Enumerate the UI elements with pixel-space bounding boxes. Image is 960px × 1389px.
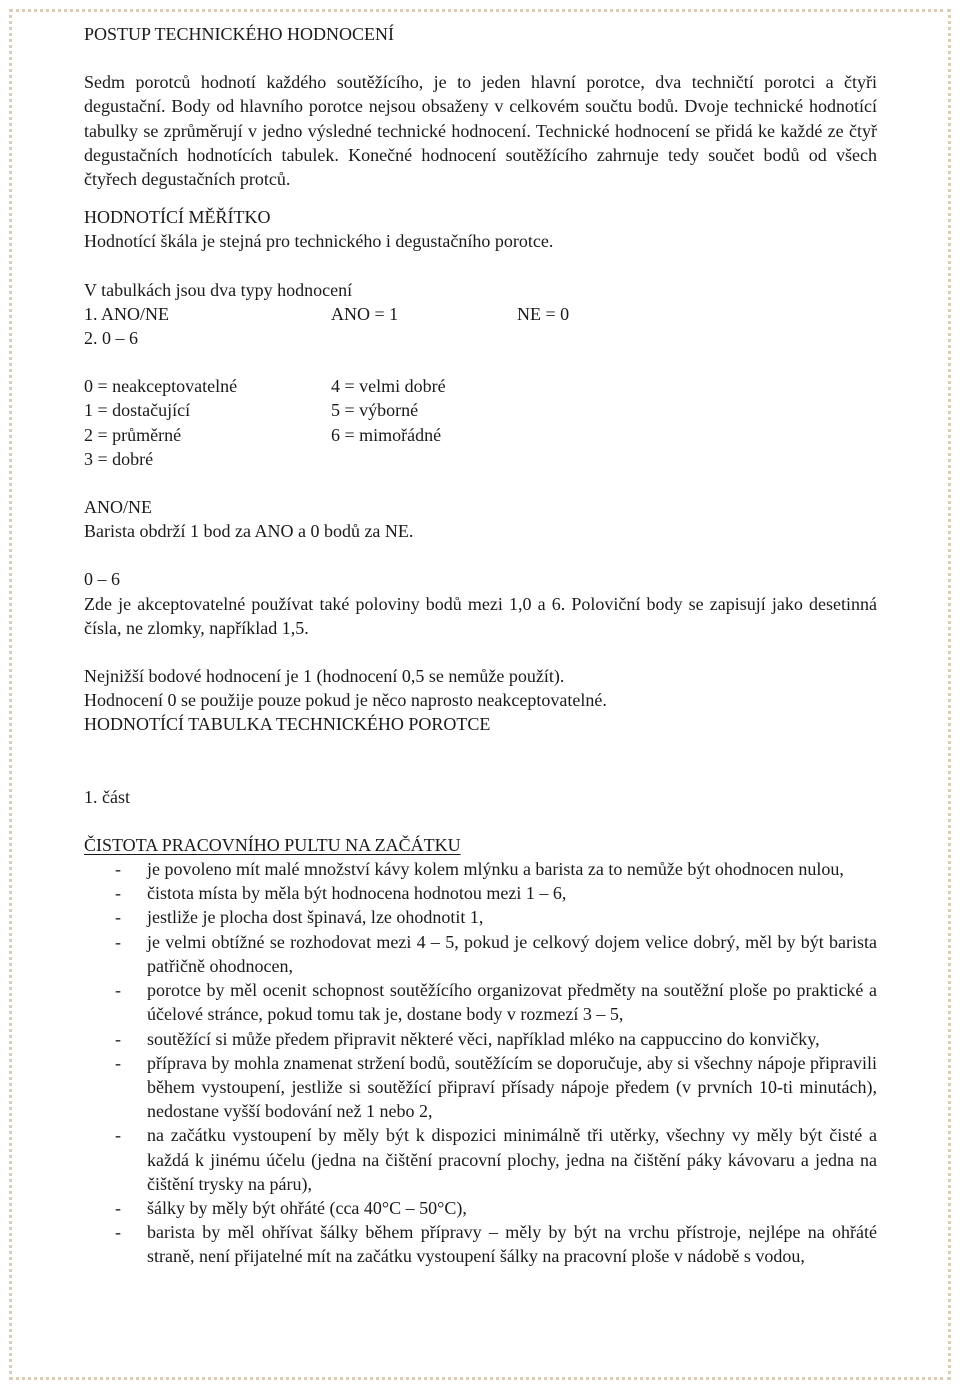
list-item <box>84 978 877 1026</box>
list-item-text: čistota místa by měla být hodnocena hodnotou mezi 1 – 6, <box>147 883 567 904</box>
part-label: 1. část <box>84 786 130 807</box>
list-item <box>84 905 877 929</box>
lowest-text: Nejnižší bodové hodnocení je 1 (hodnocení 0,5 se nemůže použít). <box>84 666 565 687</box>
scale-value: 1 = dostačující <box>84 400 191 421</box>
yesno-text: Barista obdrží 1 bod za ANO a 0 bodů za NE. <box>84 521 414 542</box>
range-text: Zde je akceptovatelné používat také poloviny bodů mezi 1,0 a 6. Poloviční body se zapisují jako desetinná čísla, ne zlomky, například 1,5. <box>84 593 877 638</box>
scale-value: 0 = neakceptovatelné <box>84 376 238 397</box>
list-item <box>84 1051 877 1124</box>
list-item <box>84 1220 877 1268</box>
list-item <box>84 1123 877 1196</box>
document-page <box>84 22 877 1269</box>
list-bullet: - <box>115 1028 121 1049</box>
list-bullet: - <box>115 980 121 1001</box>
list-item-text: na začátku vystoupení by měly být k dispozici minimálně tři utěrky, všechny vy měly být čisté a každá k jinému účelu (jedna na čištění pracovní plochy, jedna na čištění páky kávovaru a jedna na čištění trysky na páru), <box>147 1125 877 1194</box>
type1-label: 1. ANO/NE <box>84 303 169 324</box>
list-item-text: soutěžící si může předem připravit některé věci, například mléko na cappuccino do konvičky, <box>147 1028 820 1049</box>
list-bullet: - <box>115 1052 121 1073</box>
type2-label: 2. 0 – 6 <box>84 328 138 349</box>
list-item <box>84 1027 877 1051</box>
list-bullet: - <box>115 907 121 928</box>
document-title: POSTUP TECHNICKÉHO HODNOCENÍ <box>84 24 395 44</box>
type1-yes: ANO = 1 <box>331 303 399 324</box>
scale-row-2 <box>84 423 877 447</box>
list-bullet: - <box>115 1125 121 1146</box>
list-item-text: šálky by měly být ohřáté (cca 40°C – 50°C), <box>147 1197 467 1218</box>
scale-value: 2 = průměrné <box>84 424 182 445</box>
scale-text: Hodnotící škála je stejná pro technického i degustačního porotce. <box>84 231 554 252</box>
criteria-list <box>84 857 877 1268</box>
type1-no: NE = 0 <box>517 303 570 324</box>
scale-value: 5 = výborné <box>331 400 419 421</box>
scale-row-3 <box>84 447 877 471</box>
scale-row-0 <box>84 374 877 398</box>
list-item <box>84 881 877 905</box>
intro-paragraph: Sedm porotců hodnotí každého soutěžícího, je to jeden hlavní porotce, dva techničtí porotci a čtyři degustační. Body od hlavního porotce nejsou obsaženy v celkovém součtu bodů. Dvoje technické hodnotící tabulky se zprůměrují v jedno výsledné technické hodnocení. Technické hodnocení se přidá ke každé ze čtyř degustačních hodnotících tabulek. Konečné hodnocení soutěžícího zahrnuje tedy součet bodů od všech čtyřech degustačních protců. <box>84 72 877 190</box>
scale-value: 3 = dobré <box>84 448 154 469</box>
type1-row <box>84 302 877 326</box>
list-item-text: je povoleno mít malé množství kávy kolem mlýnku a barista za to nemůže být ohodnocen nulou, <box>147 859 844 880</box>
scale-value: 4 = velmi dobré <box>331 376 446 397</box>
list-item-text: jestliže je plocha dost špinavá, lze ohodnotit 1, <box>147 907 484 928</box>
zero-text: Hodnocení 0 se použije pouze pokud je něco naprosto neakceptovatelné. <box>84 690 607 711</box>
list-item-text: porotce by měl ocenit schopnost soutěžícího organizovat předměty na soutěžní ploše po praktické a účelové stránce, pokud tomu tak je, dostane body v rozmezí 3 – 5, <box>147 980 877 1025</box>
list-bullet: - <box>115 1222 121 1243</box>
table-heading: HODNOTÍCÍ TABULKA TECHNICKÉHO POROTCE <box>84 714 491 735</box>
list-item-text: příprava by mohla znamenat stržení bodů, soutěžícím se doporučuje, aby si všechny nápoje připravili během vystoupení, jestliže si soutěžící připraví přísady nápoje předem (v prvních 10-ti minutách), nedostane vyšší bodování než 1 nebo 2, <box>147 1052 877 1122</box>
scale-row-1 <box>84 398 877 422</box>
scale-heading: HODNOTÍCÍ MĚŘÍTKO <box>84 207 271 228</box>
scale-value: 6 = mimořádné <box>331 424 442 445</box>
list-item-text: je velmi obtížné se rozhodovat mezi 4 – 5, pokud je celkový dojem velice dobrý, měl by být barista patřičně ohodnocen, <box>147 931 877 976</box>
range-heading: 0 – 6 <box>84 569 120 590</box>
list-bullet: - <box>115 859 121 880</box>
list-bullet: - <box>115 931 121 952</box>
yesno-heading: ANO/NE <box>84 497 152 518</box>
list-item <box>84 930 877 978</box>
list-bullet: - <box>115 883 121 904</box>
types-heading: V tabulkách jsou dva typy hodnocení <box>84 279 353 300</box>
list-bullet: - <box>115 1197 121 1218</box>
list-item-text: barista by měl ohřívat šálky během přípravy – měly by být na vrchu přístroje, nejlépe na ohřáté straně, není přijatelné mít na začátku vystoupení šálky na pracovní ploše v nádobě s vodou, <box>147 1222 877 1267</box>
section-heading: ČISTOTA PRACOVNÍHO PULTU NA ZAČÁTKU <box>84 834 461 855</box>
list-item <box>84 857 877 881</box>
list-item <box>84 1196 877 1220</box>
